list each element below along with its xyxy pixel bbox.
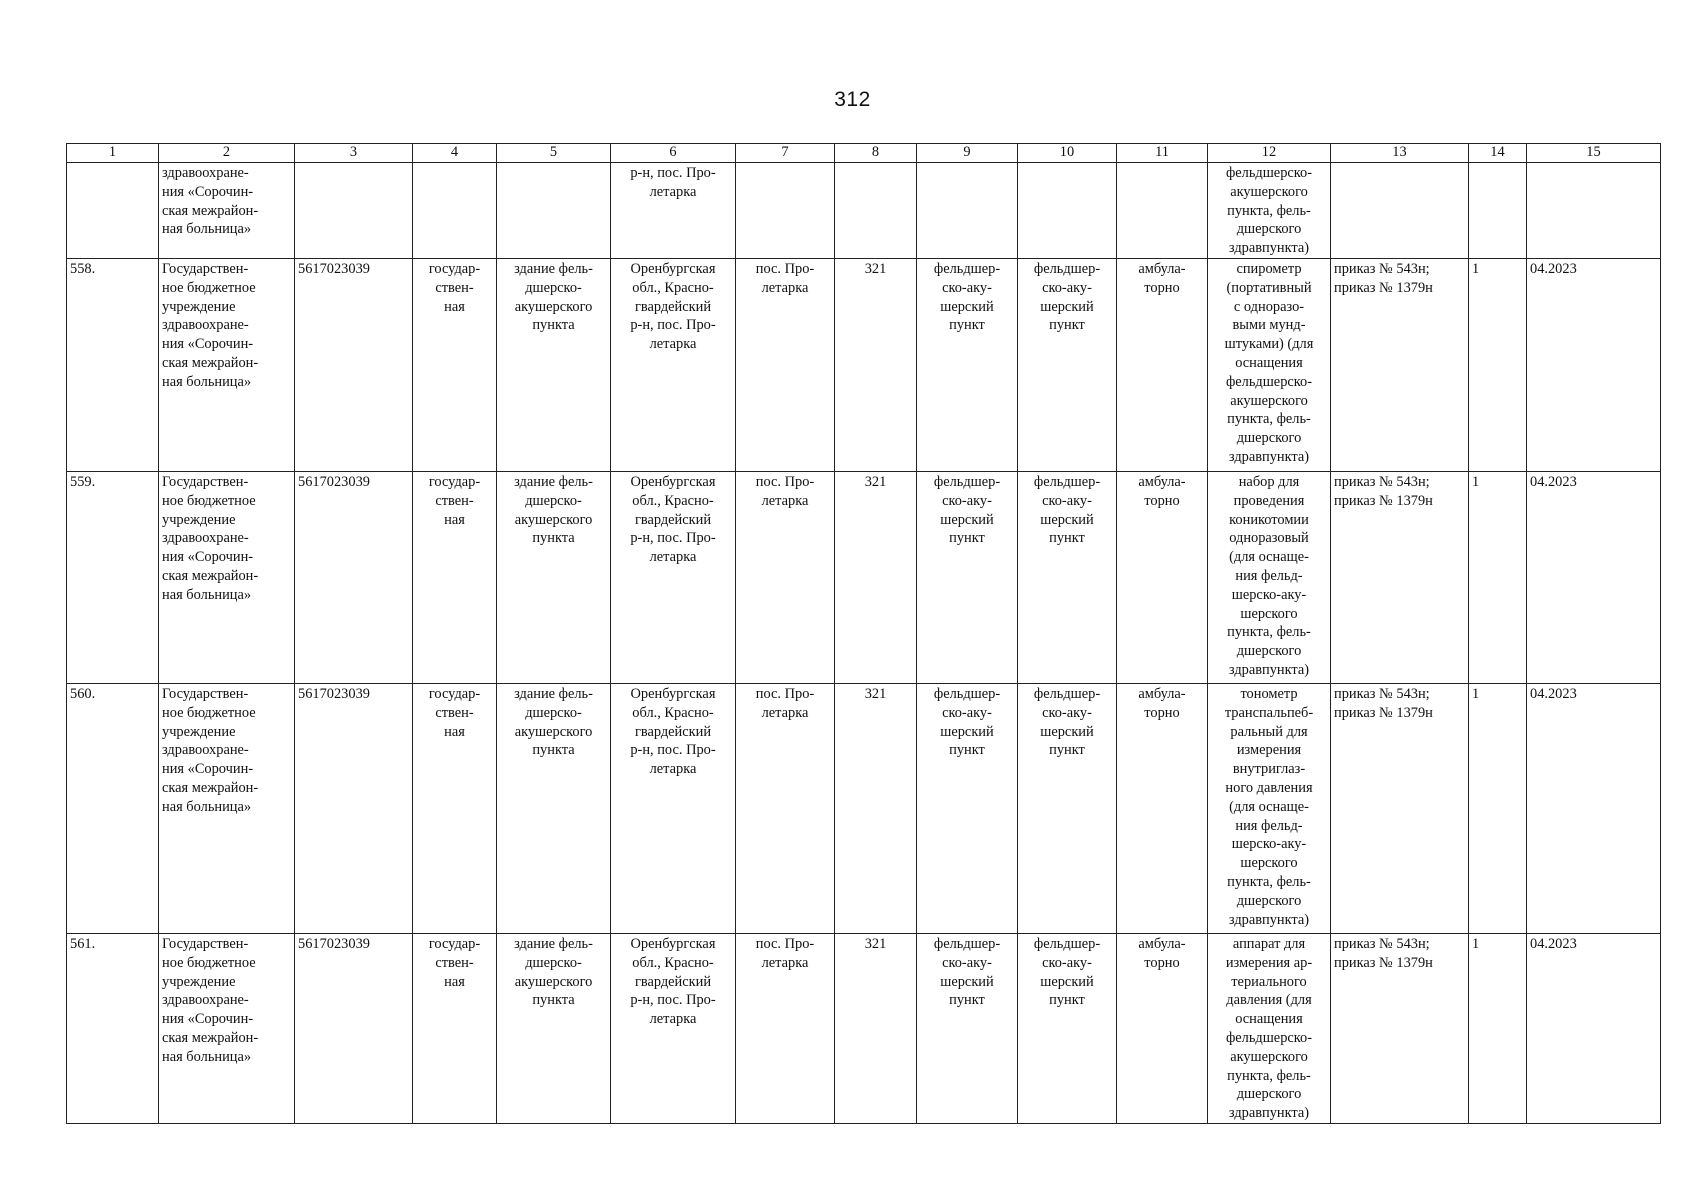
- cell-organization: здравоохране- ния «Сорочин- ская межрайон- ная больница»: [159, 163, 295, 259]
- cell-equipment: спирометр (портативный с одноразо- выми мунд- штуками) (для оснащения фельдшерско- акушерского пункта, фель- дшерского здравпункта): [1208, 258, 1331, 471]
- cell-orders: приказ № 543н; приказ № 1379н: [1331, 683, 1469, 933]
- cell-address: Оренбургская обл., Красно- гвардейский р-н, пос. Про- летарка: [611, 683, 736, 933]
- cell-code: 321: [835, 471, 917, 683]
- cell-organization: Государствен- ное бюджетное учреждение здравоохране- ния «Сорочин- ская межрайон- ная больница»: [159, 258, 295, 471]
- column-header: 15: [1527, 144, 1661, 163]
- table-row: [67, 471, 1661, 683]
- column-header: 9: [917, 144, 1018, 163]
- cell-inn: 5617023039: [295, 933, 413, 1123]
- cell-empty: [1469, 163, 1527, 259]
- cell-date: 04.2023: [1527, 933, 1661, 1123]
- cell-facility-type: фельдшер- ско-аку- шерский пункт: [1018, 683, 1117, 933]
- column-header: 6: [611, 144, 736, 163]
- cell-building: здание фель- дшерско- акушерского пункта: [497, 471, 611, 683]
- cell-date: 04.2023: [1527, 258, 1661, 471]
- cell-empty: [835, 163, 917, 259]
- cell-count: 1: [1469, 471, 1527, 683]
- cell-empty: [1331, 163, 1469, 259]
- cell-orders: приказ № 543н; приказ № 1379н: [1331, 258, 1469, 471]
- cell-empty: [1018, 163, 1117, 259]
- column-header: 7: [736, 144, 835, 163]
- cell-care-mode: амбула- торно: [1117, 258, 1208, 471]
- cell-date: 04.2023: [1527, 471, 1661, 683]
- column-header: 14: [1469, 144, 1527, 163]
- cell-facility-type: фельдшер- ско-аку- шерский пункт: [1018, 471, 1117, 683]
- cell-empty: [413, 163, 497, 259]
- table-row: [67, 933, 1661, 1123]
- cell-address: Оренбургская обл., Красно- гвардейский р-н, пос. Про- летарка: [611, 471, 736, 683]
- equipment-register-table: [66, 143, 1661, 1124]
- column-header: 5: [497, 144, 611, 163]
- cell-row-number: 560.: [67, 683, 159, 933]
- cell-facility-type: фельдшер- ско-аку- шерский пункт: [1018, 933, 1117, 1123]
- cell-locality: пос. Про- летарка: [736, 471, 835, 683]
- cell-equipment: аппарат для измерения ар- териального давления (для оснащения фельдшерско- акушерского пункта, фель- дшерского здравпункта): [1208, 933, 1331, 1123]
- cell-locality: пос. Про- летарка: [736, 683, 835, 933]
- cell-empty: [1117, 163, 1208, 259]
- cell-ownership: государ- ствен- ная: [413, 683, 497, 933]
- cell-care-mode: амбула- торно: [1117, 933, 1208, 1123]
- cell-ownership: государ- ствен- ная: [413, 933, 497, 1123]
- cell-address: Оренбургская обл., Красно- гвардейский р-н, пос. Про- летарка: [611, 933, 736, 1123]
- cell-facility-type: фельдшер- ско-аку- шерский пункт: [917, 933, 1018, 1123]
- cell-building: здание фель- дшерско- акушерского пункта: [497, 258, 611, 471]
- cell-row-number: 559.: [67, 471, 159, 683]
- cell-facility-type: фельдшер- ско-аку- шерский пункт: [917, 471, 1018, 683]
- cell-empty: [497, 163, 611, 259]
- cell-orders: приказ № 543н; приказ № 1379н: [1331, 933, 1469, 1123]
- cell-empty: [736, 163, 835, 259]
- cell-inn: 5617023039: [295, 258, 413, 471]
- cell-empty: [295, 163, 413, 259]
- column-header: 10: [1018, 144, 1117, 163]
- cell-count: 1: [1469, 258, 1527, 471]
- cell-inn: 5617023039: [295, 683, 413, 933]
- cell-row-number: 561.: [67, 933, 159, 1123]
- table-row: [67, 683, 1661, 933]
- continuation-row: [67, 163, 1661, 259]
- cell-address: р-н, пос. Про- летарка: [611, 163, 736, 259]
- column-header: 13: [1331, 144, 1469, 163]
- cell-ownership: государ- ствен- ная: [413, 258, 497, 471]
- cell-facility-type: фельдшер- ско-аку- шерский пункт: [1018, 258, 1117, 471]
- cell-building: здание фель- дшерско- акушерского пункта: [497, 933, 611, 1123]
- cell-organization: Государствен- ное бюджетное учреждение здравоохране- ния «Сорочин- ская межрайон- ная больница»: [159, 471, 295, 683]
- cell-organization: Государствен- ное бюджетное учреждение здравоохране- ния «Сорочин- ская межрайон- ная больница»: [159, 683, 295, 933]
- cell-care-mode: амбула- торно: [1117, 471, 1208, 683]
- column-number-header-row: [67, 144, 1661, 163]
- cell-facility-type: фельдшер- ско-аку- шерский пункт: [917, 683, 1018, 933]
- cell-count: 1: [1469, 683, 1527, 933]
- column-header: 1: [67, 144, 159, 163]
- cell-inn: 5617023039: [295, 471, 413, 683]
- page-number: 312: [834, 88, 871, 111]
- cell-building: здание фель- дшерско- акушерского пункта: [497, 683, 611, 933]
- column-header: 11: [1117, 144, 1208, 163]
- column-header: 4: [413, 144, 497, 163]
- cell-date: 04.2023: [1527, 683, 1661, 933]
- column-header: 8: [835, 144, 917, 163]
- cell-count: 1: [1469, 933, 1527, 1123]
- column-header: 2: [159, 144, 295, 163]
- cell-equipment: фельдшерско- акушерского пункта, фель- дшерского здравпункта): [1208, 163, 1331, 259]
- cell-row-number: 558.: [67, 258, 159, 471]
- cell-empty: [1527, 163, 1661, 259]
- cell-address: Оренбургская обл., Красно- гвардейский р-н, пос. Про- летарка: [611, 258, 736, 471]
- cell-equipment: тонометр транспальпеб- ральный для измерения внутриглаз- ного давления (для оснаще- ния фельд- шерско-аку- шерского пункта, фель- дшерского здравпункта): [1208, 683, 1331, 933]
- column-header: 12: [1208, 144, 1331, 163]
- cell-code: 321: [835, 933, 917, 1123]
- column-header: 3: [295, 144, 413, 163]
- cell-empty: [67, 163, 159, 259]
- cell-care-mode: амбула- торно: [1117, 683, 1208, 933]
- cell-code: 321: [835, 683, 917, 933]
- cell-locality: пос. Про- летарка: [736, 933, 835, 1123]
- cell-equipment: набор для проведения коникотомии одноразовый (для оснаще- ния фельд- шерско-аку- шерского пункта, фель- дшерского здравпункта): [1208, 471, 1331, 683]
- cell-facility-type: фельдшер- ско-аку- шерский пункт: [917, 258, 1018, 471]
- cell-organization: Государствен- ное бюджетное учреждение здравоохране- ния «Сорочин- ская межрайон- ная больница»: [159, 933, 295, 1123]
- cell-orders: приказ № 543н; приказ № 1379н: [1331, 471, 1469, 683]
- cell-locality: пос. Про- летарка: [736, 258, 835, 471]
- cell-empty: [917, 163, 1018, 259]
- cell-code: 321: [835, 258, 917, 471]
- table-row: [67, 258, 1661, 471]
- cell-ownership: государ- ствен- ная: [413, 471, 497, 683]
